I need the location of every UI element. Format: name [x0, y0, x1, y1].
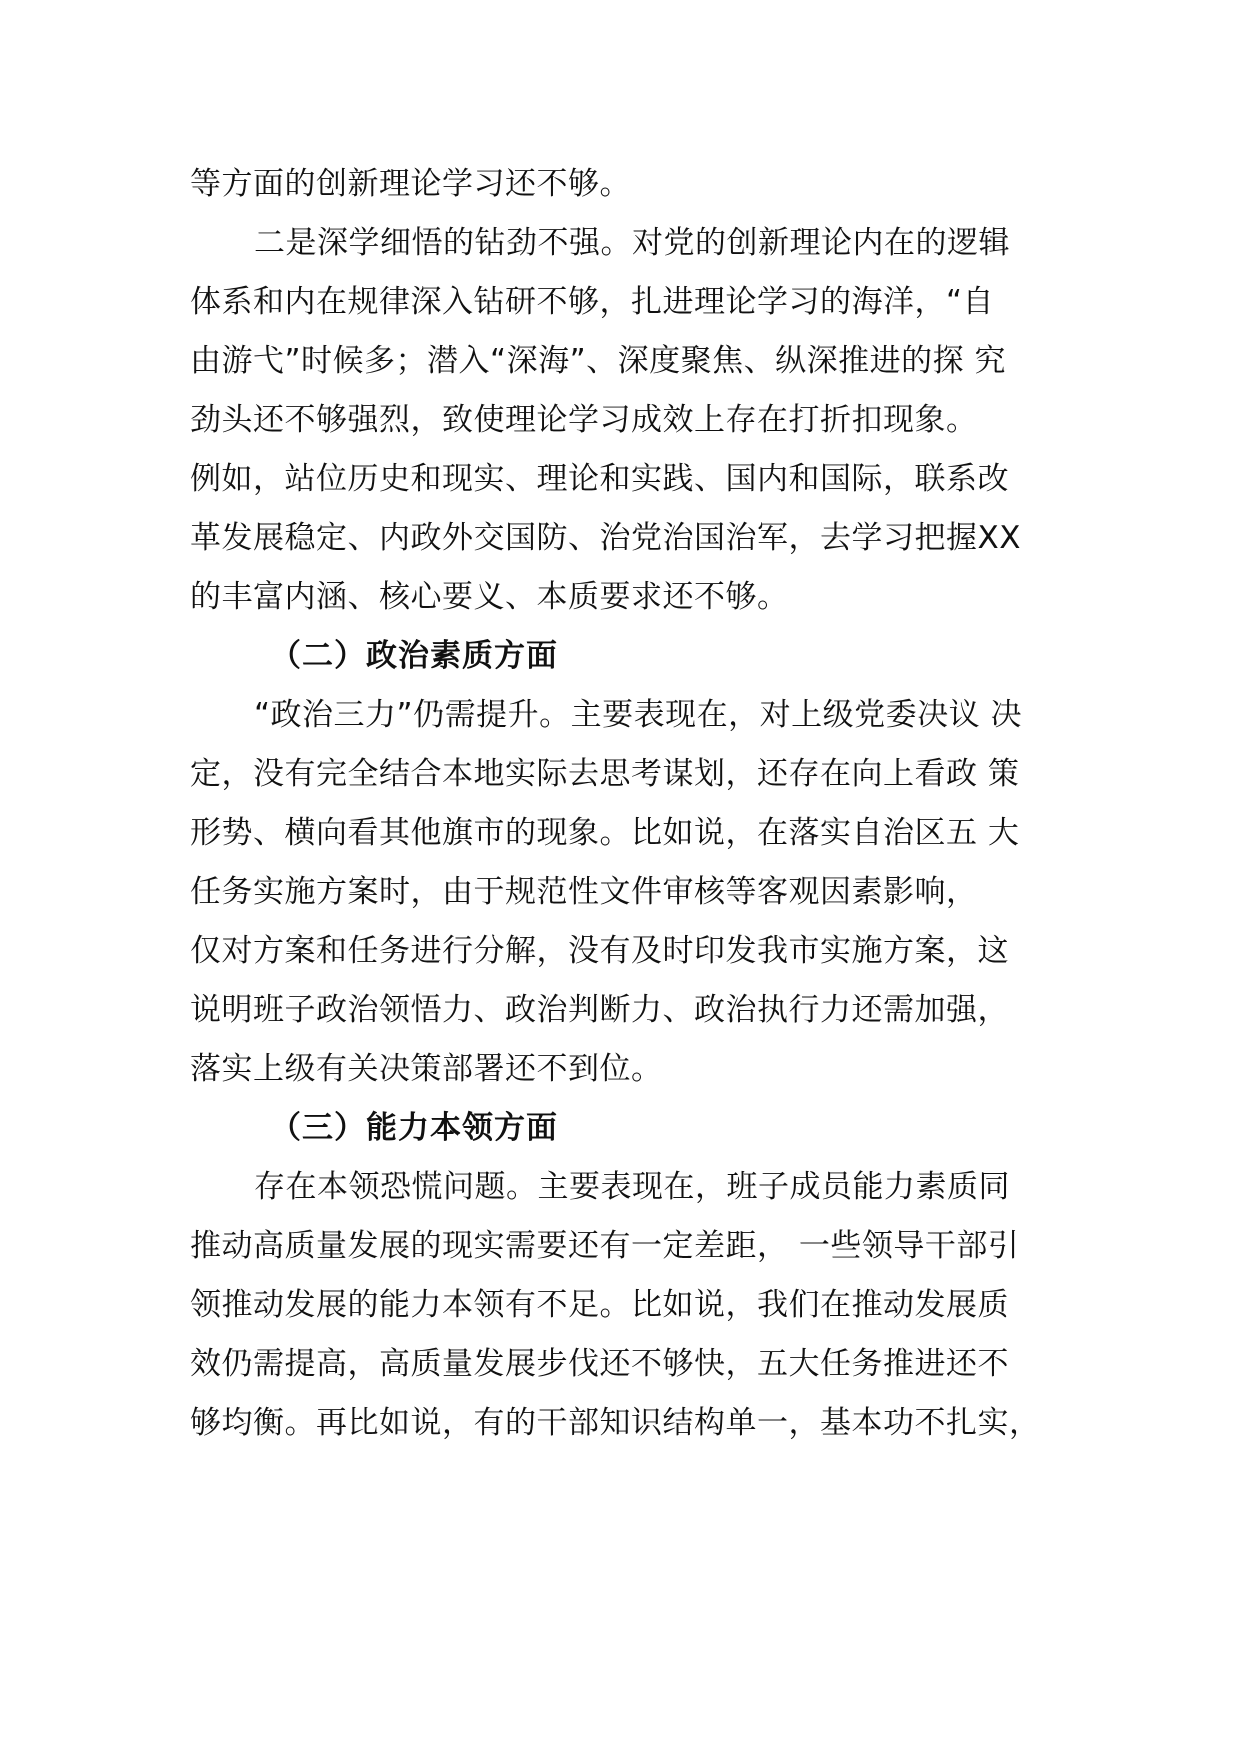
text-line: 效仍需提高，高质量发展步伐还不够快，五大任务推进还不	[190, 1346, 1009, 1382]
paragraph-first-line: 二是深学细悟的钻劲不强。对党的创新理论内在的逻辑	[254, 225, 1010, 261]
text-line: 领推动发展的能力本领有不足。比如说，我们在推动发展质	[190, 1287, 1009, 1323]
text-line: 例如，站位历史和现实、理论和实践、国内和国际，联系改	[190, 461, 1009, 497]
text-line: 的丰富内涵、核心要义、本质要求还不够。	[190, 579, 789, 615]
text-line: 由游弋”时候多；潜入“深海”、深度聚焦、纵深推进的探 究	[190, 343, 1007, 379]
text-line: 劲头还不够强烈，致使理论学习成效上存在打折扣现象。	[190, 402, 978, 438]
text-line: 定，没有完全结合本地实际去思考谋划，还存在向上看政 策	[190, 756, 1020, 792]
text-line: 仅对方案和任务进行分解，没有及时印发我市实施方案，这	[190, 933, 1009, 969]
text-line: 体系和内在规律深入钻研不够，扎进理论学习的海洋，“自	[190, 284, 995, 320]
text-line: 落实上级有关决策部署还不到位。	[190, 1051, 663, 1087]
text-line: 形势、横向看其他旗市的现象。比如说，在落实自治区五 大	[190, 815, 1020, 851]
paragraph-first-line: 存在本领恐慌问题。主要表现在，班子成员能力素质同	[254, 1169, 1010, 1205]
section-heading: （二）政治素质方面	[270, 638, 558, 674]
document-body	[190, 155, 1060, 1453]
text-line: 革发展稳定、内政外交国防、治党治国治军，去学习把握XX	[190, 520, 1021, 556]
text-line: 推动高质量发展的现实需要还有一定差距， 一些领导干部引	[190, 1228, 1020, 1264]
paragraph-first-line: “政治三力”仍需提升。主要表现在，对上级党委决议 决	[254, 697, 1022, 733]
text-line: 等方面的创新理论学习还不够。	[190, 166, 631, 202]
text-line: 说明班子政治领悟力、政治判断力、政治执行力还需加强，	[190, 992, 1009, 1028]
text-line: 够均衡。再比如说，有的干部知识结构单一，基本功不扎实，	[190, 1405, 1041, 1441]
text-line: 任务实施方案时，由于规范性文件审核等客观因素影响，	[190, 874, 978, 910]
section-heading: （三）能力本领方面	[270, 1110, 558, 1146]
